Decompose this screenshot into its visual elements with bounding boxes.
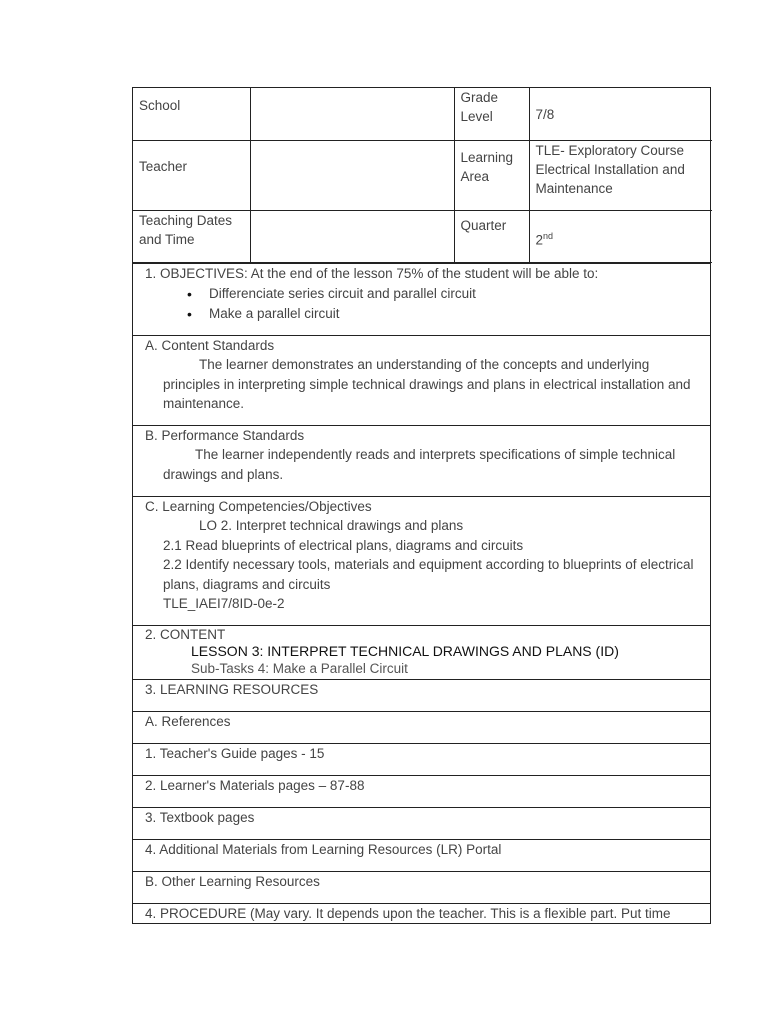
objectives-heading: 1. OBJECTIVES: At the end of the lesson 75% of the student will be able to: <box>145 265 599 281</box>
quarter-label: Quarter <box>454 210 529 262</box>
teachers-guide-row: 1. Teacher's Guide pages - 15 <box>133 743 710 775</box>
content-section <box>133 625 710 679</box>
objective-item: • Make a parallel circuit <box>209 304 698 324</box>
teaching-dates-label: Teaching Dates and Time <box>133 210 250 262</box>
learning-area-line1: TLE- Exploratory Course <box>535 142 685 158</box>
textbook-row: 3. Textbook pages <box>133 807 710 839</box>
other-resources-row: B. Other Learning Resources <box>133 871 710 903</box>
grade-level-label: Grade Level <box>454 88 529 140</box>
learning-area-value <box>529 140 712 210</box>
additional-materials-row: 4. Additional Materials from Learning Resources (LR) Portal <box>133 839 710 871</box>
teacher-value <box>250 140 454 210</box>
quarter-value: 2nd <box>529 210 712 262</box>
learners-materials-row: 2. Learner's Materials pages – 87-88 <box>133 775 710 807</box>
performance-standards-heading: B. Performance Standards <box>145 427 305 443</box>
teaching-dates-value <box>250 210 454 262</box>
references-heading: A. References <box>133 711 710 743</box>
competencies-heading: C. Learning Competencies/Objectives <box>145 498 372 514</box>
learning-area-line2: Electrical Installation and Maintenance <box>535 161 685 196</box>
competency-code: TLE_IAEI7/8ID-0e-2 <box>163 596 285 611</box>
objectives-list <box>145 284 698 324</box>
objectives-section <box>133 263 710 335</box>
competencies-section <box>133 496 710 625</box>
grade-level-value: 7/8 <box>529 88 712 140</box>
subtask-text: Sub-Tasks 4: Make a Parallel Circuit <box>191 660 408 676</box>
content-heading: 2. CONTENT <box>145 626 226 642</box>
performance-standards-section <box>133 425 710 496</box>
learning-resources-heading: 3. LEARNING RESOURCES <box>133 679 710 711</box>
procedure-heading: 4. PROCEDURE (May vary. It depends upon the teacher. This is a flexible part. Put time <box>133 903 710 923</box>
school-label: School <box>133 88 250 140</box>
learning-area-label: Learning Area <box>454 140 529 210</box>
competency-item: 2.2 Identify necessary tools, materials and equipment according to blueprints of electrical plans, diagrams and circuits <box>163 557 694 592</box>
performance-standards-text: The learner independently reads and interprets specifications of simple technical drawings and plans. <box>163 447 676 482</box>
competencies-lo: LO 2. Interpret technical drawings and plans <box>199 518 464 533</box>
school-value <box>250 88 454 140</box>
lesson-title: LESSON 3: INTERPRET TECHNICAL DRAWINGS AND PLANS (ID) <box>191 642 619 659</box>
content-standards-heading: A. Content Standards <box>145 337 275 353</box>
lesson-plan-sheet <box>132 87 711 924</box>
objective-item: • Differenciate series circuit and parallel circuit <box>209 284 698 304</box>
content-standards-text: The learner demonstrates an understanding of the concepts and underlying principles in interpreting simple technical drawings and plans in electrical installation and maintenance. <box>163 357 691 411</box>
teacher-label: Teacher <box>133 140 250 210</box>
content-standards-section <box>133 335 710 425</box>
competency-item: 2.1 Read blueprints of electrical plans, diagrams and circuits <box>163 537 524 553</box>
header-info-table <box>133 88 712 263</box>
